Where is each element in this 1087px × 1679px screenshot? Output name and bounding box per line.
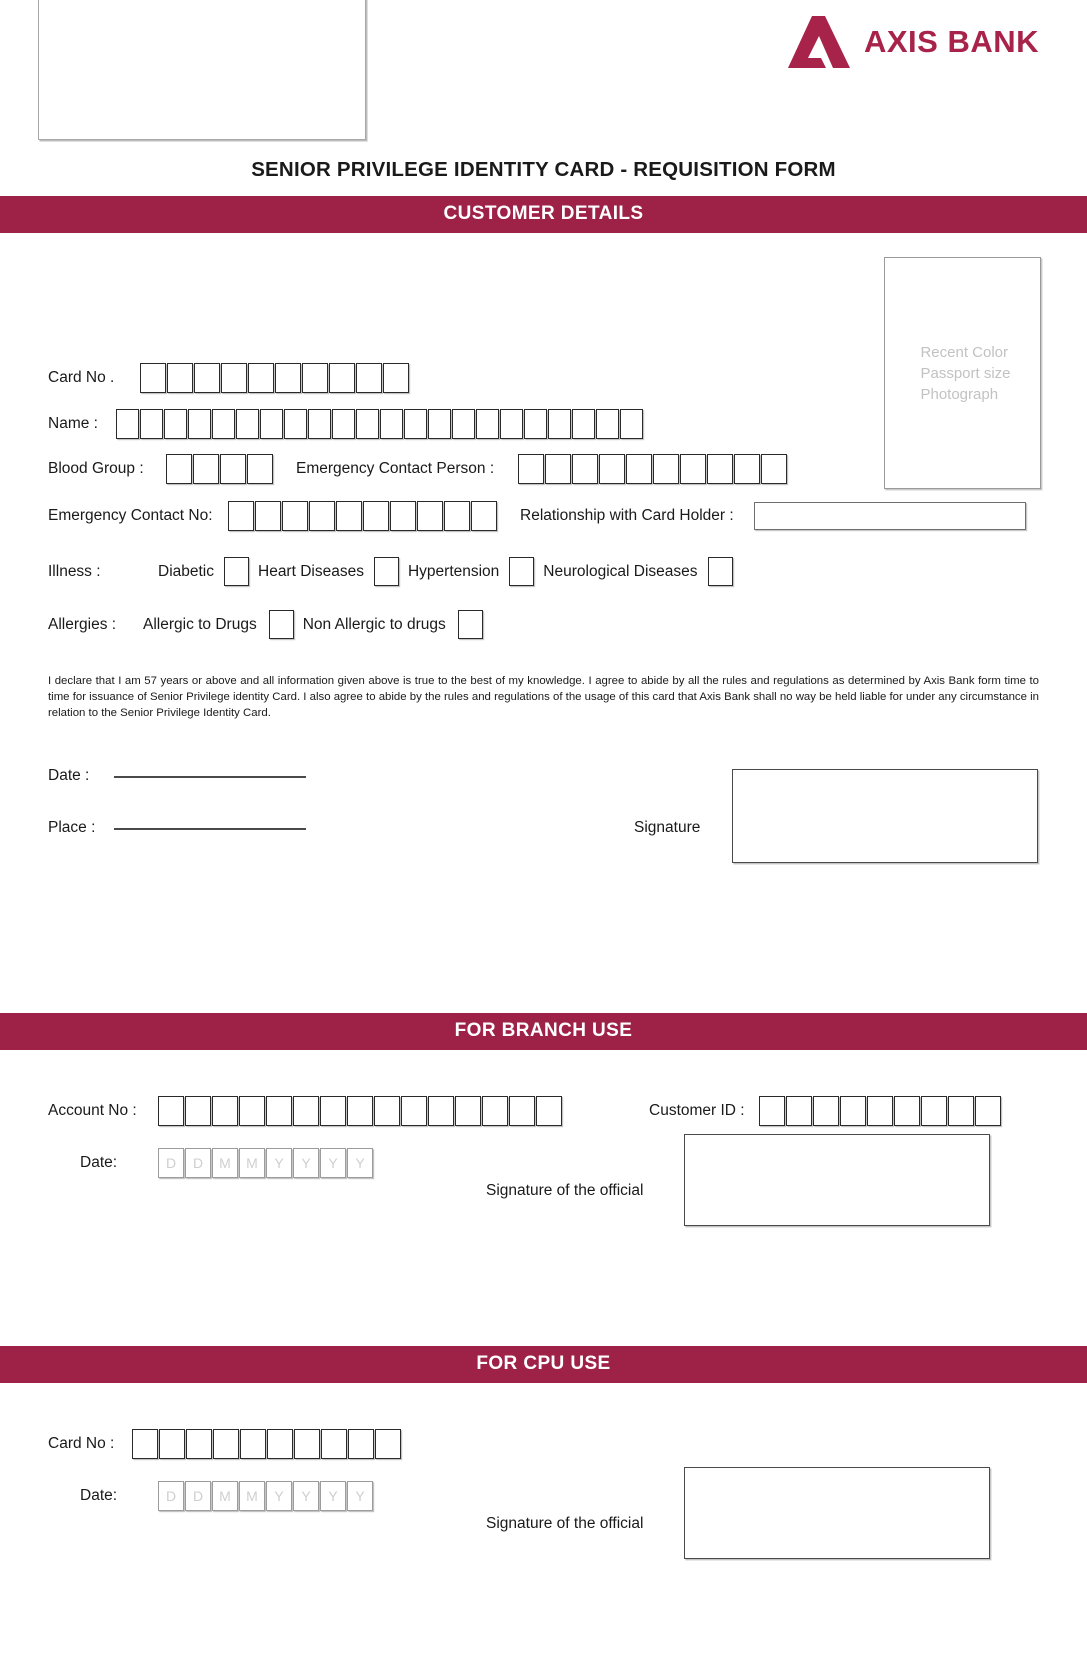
date-cell[interactable]: D (158, 1481, 184, 1511)
input-cell[interactable] (401, 1096, 427, 1126)
illness-row (48, 557, 1039, 586)
input-cell[interactable] (159, 1429, 185, 1459)
input-cell[interactable] (620, 409, 643, 439)
illness-checkbox-hypertension[interactable] (509, 557, 534, 586)
page-header (0, 0, 1087, 150)
input-cell[interactable] (759, 1096, 785, 1126)
input-cell[interactable] (380, 409, 403, 439)
input-cell[interactable] (140, 409, 163, 439)
photo-placeholder-line-3: Photograph (920, 385, 999, 403)
allergies-label: Allergies : (48, 615, 117, 633)
input-cell[interactable] (116, 409, 139, 439)
input-cell[interactable] (248, 363, 274, 393)
date-cell[interactable]: Y (266, 1148, 292, 1178)
cpu-card-no-input[interactable] (132, 1429, 402, 1459)
input-cell[interactable] (221, 363, 247, 393)
signature-input[interactable] (732, 769, 1038, 863)
input-cell[interactable] (524, 409, 547, 439)
allergies-option-label-allergic-to-drugs: Allergic to Drugs (143, 615, 257, 633)
input-cell[interactable] (626, 454, 652, 484)
input-cell[interactable] (572, 454, 598, 484)
allergies-option-label-non-allergic-to-drugs: Non Allergic to drugs (302, 615, 446, 633)
input-cell[interactable] (275, 363, 301, 393)
cpu-use-section (0, 1383, 1087, 1679)
input-cell[interactable] (417, 501, 443, 531)
card-no-input[interactable] (140, 363, 410, 393)
account-no-input[interactable] (158, 1096, 563, 1126)
date-input[interactable] (114, 775, 306, 778)
date-cell[interactable]: D (158, 1148, 184, 1178)
input-cell[interactable] (509, 1096, 535, 1126)
input-cell[interactable] (284, 409, 307, 439)
input-cell[interactable] (247, 454, 273, 484)
input-cell[interactable] (596, 409, 619, 439)
input-cell[interactable] (282, 501, 308, 531)
input-cell[interactable] (194, 363, 220, 393)
cpu-date-input[interactable] (158, 1481, 374, 1511)
date-cell[interactable]: D (185, 1481, 211, 1511)
input-cell[interactable] (482, 1096, 508, 1126)
input-cell[interactable] (320, 1096, 346, 1126)
input-cell[interactable] (404, 409, 427, 439)
input-cell[interactable] (140, 363, 166, 393)
input-cell[interactable] (308, 409, 331, 439)
input-cell[interactable] (158, 1096, 184, 1126)
account-no-row (48, 1096, 1039, 1126)
input-cell[interactable] (363, 501, 389, 531)
input-cell[interactable] (294, 1429, 320, 1459)
date-cell[interactable]: Y (347, 1481, 373, 1511)
emergency-contact-no-row (48, 501, 1039, 531)
branch-date-input[interactable] (158, 1148, 374, 1178)
emergency-contact-person-input[interactable] (518, 454, 788, 484)
input-cell[interactable] (680, 454, 706, 484)
input-cell[interactable] (455, 1096, 481, 1126)
input-cell[interactable] (548, 409, 571, 439)
input-cell[interactable] (255, 501, 281, 531)
customer-id-label: Customer ID : (649, 1102, 745, 1119)
cpu-signature-input[interactable] (684, 1467, 990, 1559)
input-cell[interactable] (840, 1096, 866, 1126)
axis-bank-logo-icon (788, 14, 850, 70)
input-cell[interactable] (348, 1429, 374, 1459)
emergency-contact-no-label: Emergency Contact No: (48, 507, 213, 524)
input-cell[interactable] (332, 409, 355, 439)
input-cell[interactable] (166, 454, 192, 484)
customer-details-section (0, 233, 1087, 1013)
brand-logo (788, 14, 1039, 70)
relationship-input[interactable] (754, 502, 1026, 530)
photo-placeholder-line-1: Recent Color (920, 343, 1009, 361)
illness-option-label-neurological-diseases: Neurological Diseases (543, 562, 698, 580)
input-cell[interactable] (761, 454, 787, 484)
input-cell[interactable] (786, 1096, 812, 1126)
cpu-date-label: Date: (80, 1487, 118, 1504)
date-cell[interactable]: M (239, 1148, 265, 1178)
section-banner-branch-use: FOR BRANCH USE (0, 1013, 1087, 1050)
emergency-contact-no-input[interactable] (228, 501, 498, 531)
name-label: Name : (48, 415, 98, 432)
branch-signature-input[interactable] (684, 1134, 990, 1226)
input-cell[interactable] (894, 1096, 920, 1126)
input-cell[interactable] (428, 1096, 454, 1126)
relationship-label: Relationship with Card Holder : (520, 507, 734, 524)
input-cell[interactable] (302, 363, 328, 393)
input-cell[interactable] (572, 409, 595, 439)
input-cell[interactable] (383, 363, 409, 393)
customer-id-input[interactable] (759, 1096, 1002, 1126)
input-cell[interactable] (220, 454, 246, 484)
input-cell[interactable] (452, 409, 475, 439)
input-cell[interactable] (213, 1429, 239, 1459)
input-cell[interactable] (347, 1096, 373, 1126)
input-cell[interactable] (975, 1096, 1001, 1126)
input-cell[interactable] (374, 1096, 400, 1126)
cpu-signature-label: Signature of the official (486, 1515, 644, 1532)
input-cell[interactable] (813, 1096, 839, 1126)
input-cell[interactable] (356, 409, 379, 439)
date-cell[interactable]: Y (293, 1481, 319, 1511)
input-cell[interactable] (185, 1096, 211, 1126)
input-cell[interactable] (375, 1429, 401, 1459)
blood-group-label: Blood Group : (48, 460, 144, 477)
section-banner-cpu-use: FOR CPU USE (0, 1346, 1087, 1383)
illness-option-label-heart-diseases: Heart Diseases (258, 562, 364, 580)
input-cell[interactable] (321, 1429, 347, 1459)
cpu-card-no-row (48, 1429, 1039, 1459)
input-cell[interactable] (545, 454, 571, 484)
input-cell[interactable] (293, 1096, 319, 1126)
input-cell[interactable] (309, 501, 335, 531)
input-cell[interactable] (921, 1096, 947, 1126)
name-input[interactable] (116, 409, 644, 439)
photo-placeholder-text (914, 342, 1010, 405)
section-banner-customer-details: CUSTOMER DETAILS (0, 196, 1087, 233)
date-cell[interactable]: Y (320, 1148, 346, 1178)
input-cell[interactable] (390, 501, 416, 531)
input-cell[interactable] (164, 409, 187, 439)
page-title: SENIOR PRIVILEGE IDENTITY CARD - REQUISITION FORM (251, 158, 836, 181)
input-cell[interactable] (948, 1096, 974, 1126)
input-cell[interactable] (707, 454, 733, 484)
branch-stamp-box (38, 0, 366, 140)
date-cell[interactable]: M (212, 1481, 238, 1511)
input-cell[interactable] (734, 454, 760, 484)
input-cell[interactable] (132, 1429, 158, 1459)
input-cell[interactable] (518, 454, 544, 484)
input-cell[interactable] (228, 501, 254, 531)
illness-option-label-hypertension: Hypertension (407, 562, 500, 580)
date-cell[interactable]: M (212, 1148, 238, 1178)
brand-name: AXIS BANK (863, 24, 1039, 59)
input-cell[interactable] (500, 409, 523, 439)
input-cell[interactable] (476, 409, 499, 439)
illness-checkbox-neurological-diseases[interactable] (708, 557, 733, 586)
input-cell[interactable] (599, 454, 625, 484)
input-cell[interactable] (240, 1429, 266, 1459)
input-cell[interactable] (193, 454, 219, 484)
declaration-text: I declare that I am 57 years or above and all information given above is true to the best of my knowledge. I agree to abide by all the rules and regulations as determined by Axis Bank form time to time for issuance of Senior Privilege identity Card. I also agree to abide by the rules and regulations of the usage of this card that Axis Bank shall no way be held liable for under any circumstance in relation to the Senior Privilege Identity Card. (48, 675, 1039, 719)
input-cell[interactable] (167, 363, 193, 393)
illness-option-label-diabetic: Diabetic (158, 562, 214, 580)
date-label: Date : (48, 767, 90, 784)
emergency-contact-person-label: Emergency Contact Person : (296, 460, 495, 477)
input-cell[interactable] (267, 1429, 293, 1459)
input-cell[interactable] (444, 501, 470, 531)
date-cell[interactable]: Y (320, 1481, 346, 1511)
date-cell[interactable]: D (185, 1148, 211, 1178)
date-cell[interactable]: Y (266, 1481, 292, 1511)
input-cell[interactable] (212, 409, 235, 439)
branch-use-section (0, 1050, 1087, 1346)
card-no-label: Card No . (48, 369, 115, 386)
photo-placeholder (884, 257, 1041, 489)
branch-signature-label: Signature of the official (486, 1182, 644, 1199)
input-cell[interactable] (867, 1096, 893, 1126)
input-cell[interactable] (260, 409, 283, 439)
input-cell[interactable] (428, 409, 451, 439)
input-cell[interactable] (356, 363, 382, 393)
allergies-checkbox-non-allergic-to-drugs[interactable] (458, 610, 483, 639)
date-cell[interactable]: Y (347, 1148, 373, 1178)
allergies-row (48, 610, 1039, 639)
input-cell[interactable] (336, 501, 362, 531)
input-cell[interactable] (186, 1429, 212, 1459)
date-cell[interactable]: M (239, 1481, 265, 1511)
branch-date-label: Date: (80, 1154, 118, 1171)
date-cell[interactable]: Y (293, 1148, 319, 1178)
customer-signature-area (48, 767, 1039, 837)
allergies-checkbox-allergic-to-drugs[interactable] (269, 610, 294, 639)
illness-checkbox-heart-diseases[interactable] (374, 557, 399, 586)
illness-checkbox-diabetic[interactable] (224, 557, 249, 586)
input-cell[interactable] (239, 1096, 265, 1126)
signature-label: Signature (634, 819, 701, 836)
input-cell[interactable] (212, 1096, 238, 1126)
input-cell[interactable] (266, 1096, 292, 1126)
account-no-label: Account No : (48, 1102, 137, 1119)
input-cell[interactable] (236, 409, 259, 439)
illness-label: Illness : (48, 562, 101, 580)
photo-placeholder-line-2: Passport size (920, 364, 1011, 382)
cpu-card-no-label: Card No : (48, 1435, 115, 1452)
input-cell[interactable] (536, 1096, 562, 1126)
input-cell[interactable] (653, 454, 679, 484)
input-cell[interactable] (188, 409, 211, 439)
blood-group-input[interactable] (166, 454, 274, 484)
place-input[interactable] (114, 827, 306, 830)
input-cell[interactable] (329, 363, 355, 393)
input-cell[interactable] (471, 501, 497, 531)
place-label: Place : (48, 819, 96, 836)
